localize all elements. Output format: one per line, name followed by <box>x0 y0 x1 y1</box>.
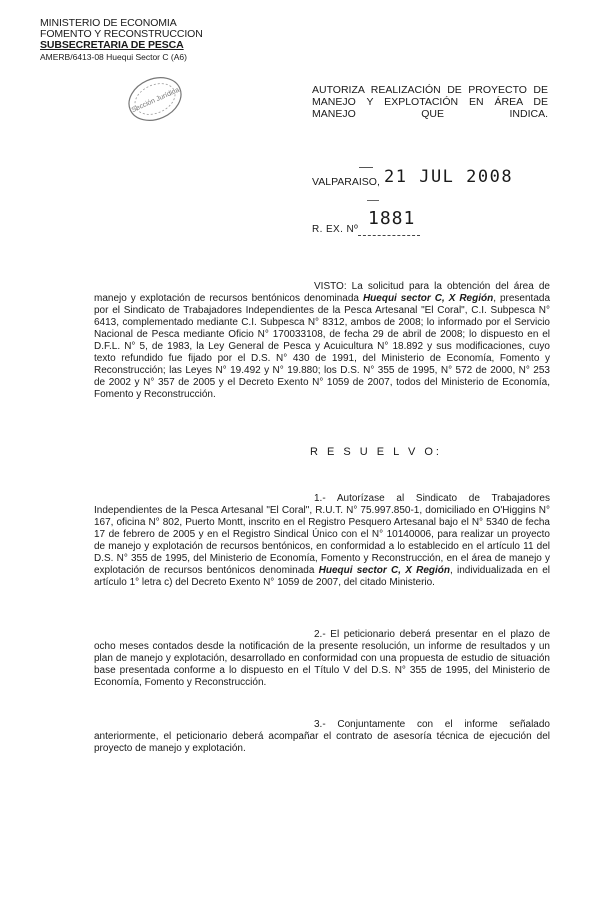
stamp <box>119 66 191 132</box>
item1-text-post: , individualizada en el artículo 1° letra c) del Decreto Exento N° 1059 de 2007, del citado Ministerio. <box>94 565 550 588</box>
visto-area-name: Huequi sector C, X Región <box>362 293 494 304</box>
date-value: 21 JUL 2008 <box>384 167 514 187</box>
subject-line: AUTORIZA REALIZACIÓN DE PROYECTO DE MANEJO Y EXPLOTACIÓN EN ÁREA DE MANEJO QUE INDICA. <box>312 84 548 120</box>
visto-heading: VISTO: <box>314 281 347 292</box>
resolution-underline <box>358 235 420 236</box>
visto-text-pre: La solicitud para la obtención del área de manejo y explotación de recursos bentónicos denominada <box>94 281 550 304</box>
resolution-item-2: 2.- El peticionario deberá presentar en el plazo de ocho meses contados desde la notificación de la presente resolución, un informe de resultados y un plan de manejo y explotación, desarrollado en conformidad con una propuesta de estudio de situación base presentada conforme a lo dispuesto en el Título V del D.S. N° 355 de 1995, del Ministerio de Economía, Fomento y Reconstrucción. <box>94 629 550 688</box>
resolution-item-3: 3.- Conjuntamente con el informe señalado anteriormente, el peticionario deberá acompañar el contrato de asesoría técnica de ejecución del proyecto de manejo y explotación. <box>94 719 550 754</box>
visto-text-post: , presentada por el Sindicato de Trabajadores Independientes de la Pesca Artesanal "El Coral", C.I. Subpesca N° 6413, complementado mediante C.I. Subpesca N° 8312, ambos de 2008; lo informado por el Servicio Nacional de Pesca mediante Oficio N° 170033108, de fecha 29 de abril de 2008; lo dispuesto en el D.F.L. N° 5, de 1983, la Ley General de Pesca y Acuicultura N° 18.892 y sus modificaciones, cuyo texto refundido fue fijado por el D.S. N° 430 de 1991, del Ministerio de Economía, Fomento y Reconstrucción; las Leyes N° 19.492 y N° 19.880; los D.S. N° 355 de 1995, N° 572 de 2000, N° 253 de 2002 y N° 357 de 2005 y el Decreto Exento N° 1059 de 2007, todos del Ministerio de Economía, Fomento y Reconstrucción. <box>94 293 551 400</box>
stamp-seal <box>119 66 191 132</box>
item1-text-pre: 1.- Autorízase al Sindicato de Trabajadores Independientes de la Pesca Artesanal "El Coral", R.U.T. N° 75.997.850-1, domiciliado en O'Higgins N° 167, oficina N° 802, Puerto Montt, inscrito en el Registro Pesquero Artesanal bajo el N° 5340 de fecha 17 de febrero de 2005 y en el Registro Sindical Único con el N° 10140006, para realizar un proyecto de manejo y explotación de recursos bentónicos, en conformidad a lo establecido en el artículo 11 del D.S. N° 355 de 1995, del Ministerio de Economía, Fomento y Reconstrucción, en el área de manejo y explotación de recursos bentónicos denominada <box>94 493 550 576</box>
subsecretaria-line: SUBSECRETARIA DE PESCA <box>40 39 184 51</box>
resolution-item-1 <box>94 493 550 589</box>
resolution-label: R. EX. Nº <box>312 224 359 235</box>
letterhead <box>40 18 260 62</box>
item1-area-name: Huequi sector C, X Región <box>318 565 451 576</box>
resolution-number: 1881 <box>368 208 416 229</box>
date-label: VALPARAISO, <box>312 176 380 188</box>
resuelvo-heading: R E S U E L V O: <box>310 446 442 458</box>
ministry-line: MINISTERIO DE ECONOMIA <box>40 17 177 29</box>
stamp-text: Sección Jurídica <box>130 86 181 115</box>
rex-mark <box>367 200 379 201</box>
file-reference: AMERB/6413-08 Huequi Sector C (A6) <box>40 52 187 62</box>
date-mark <box>359 167 373 168</box>
ministry-line-2: FOMENTO Y RECONSTRUCCION <box>40 28 203 40</box>
visto-paragraph <box>94 281 550 401</box>
